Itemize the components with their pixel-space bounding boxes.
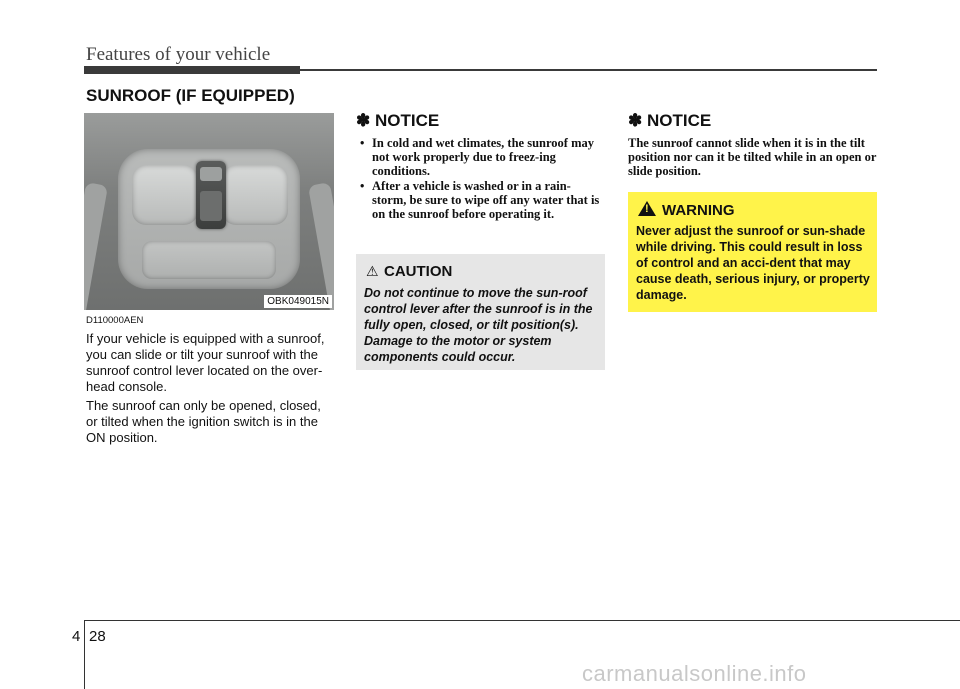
warning-triangle-icon (638, 201, 656, 216)
sunglass-holder (142, 241, 276, 279)
pillar-trim-left (84, 182, 108, 310)
page-number: 28 (89, 628, 106, 645)
body-paragraph-1: If your vehicle is equipped with a sunroof, you can slide or tilt your sunroof with the sunroof control lever located on the over-head console. (86, 331, 325, 394)
notice-1-list (356, 136, 605, 222)
header-title: Features of your vehicle (86, 44, 271, 65)
overhead-console (118, 149, 300, 289)
header-rule (84, 69, 877, 71)
caution-text: Do not continue to move the sun-roof control lever after the sunroof is in the fully open, closed, or tilt position(s). Damage to the motor or system components could occur. (364, 286, 593, 364)
notice-1-bullet: • In cold and wet climates, the sunroof may not work properly due to freez-ing conditions. (356, 136, 605, 178)
footer-divider (84, 620, 85, 689)
map-lamp-left (132, 165, 198, 225)
warning-text: Never adjust the sunroof or sun-shade while driving. This could result in loss of control and an acci-dent that may cause death, serious injury, or property damage. (636, 224, 870, 302)
sunroof-lever-bottom (200, 191, 222, 221)
caution-box (356, 254, 605, 370)
chapter-number: 4 (72, 628, 81, 645)
sunroof-control-lever (196, 161, 226, 229)
watermark: carmanualsonline.info (582, 661, 807, 686)
overhead-console-photo (84, 113, 334, 310)
sunroof-lever-top (200, 167, 222, 181)
notice-2-title: ✽ NOTICE (628, 111, 712, 130)
notice-1-title: ✽ NOTICE (356, 111, 440, 130)
notice-1-bullet: • After a vehicle is washed or in a rain-storm, be sure to wipe off any water that is on the sunroof before operating it. (356, 179, 605, 221)
warning-box (628, 192, 877, 312)
document-code: D110000AEN (86, 315, 144, 326)
notice-2-text: The sunroof cannot slide when it is in the tilt position nor can it be tilted while in an open or slide position. (628, 136, 877, 178)
caution-triangle-icon: ⚠ (366, 263, 379, 279)
pillar-trim-right (308, 182, 334, 310)
warning-heading: !WARNING (638, 201, 735, 219)
footer-rule (84, 620, 960, 621)
figure-code: OBK049015N (264, 295, 332, 308)
map-lamp-right (222, 165, 288, 225)
body-paragraph-2: The sunroof can only be opened, closed, or tilted when the ignition switch is in the ON position. (86, 398, 321, 445)
caution-heading: ⚠ CAUTION (366, 263, 453, 280)
section-title: SUNROOF (IF EQUIPPED) (86, 86, 295, 105)
